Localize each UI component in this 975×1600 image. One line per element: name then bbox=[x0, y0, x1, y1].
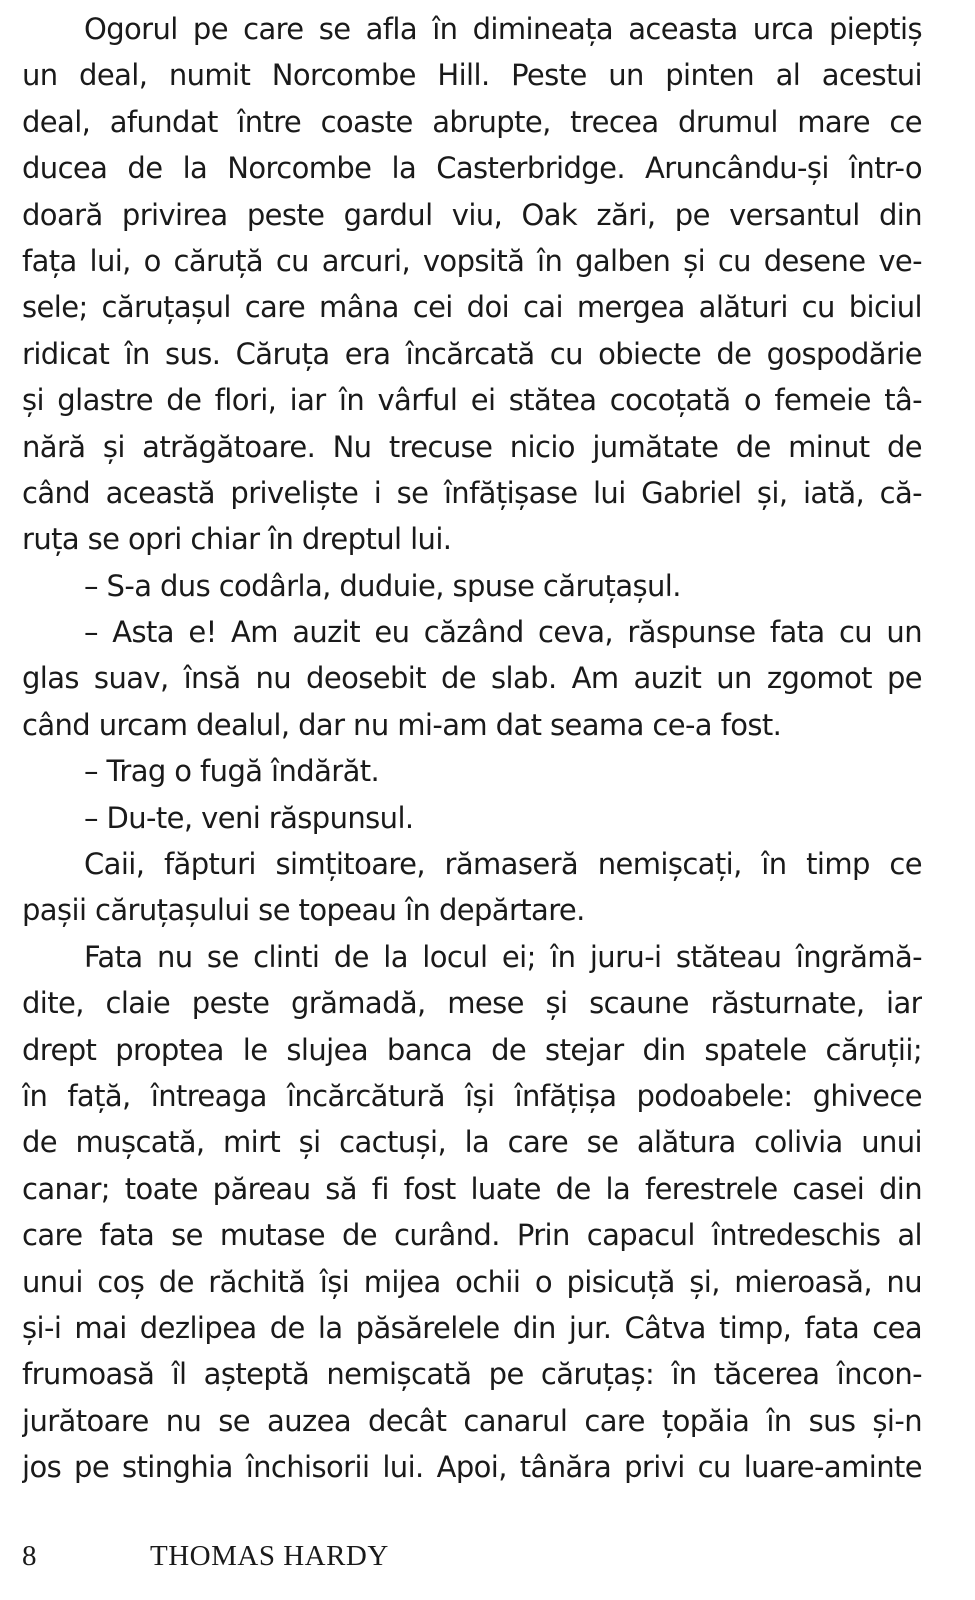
text-line: în față, întreaga încărcătură își înfățișa podoabele: ghivece bbox=[22, 1078, 922, 1113]
text-line: un deal, numit Norcombe Hill. Peste un pinten al acestui bbox=[22, 58, 922, 93]
text-line: Caii, făpturi simțitoare, rămaseră nemișcați, în timp ce bbox=[84, 847, 922, 882]
text-line: care fata se mutase de curând. Prin capacul întredeschis al bbox=[22, 1218, 922, 1253]
text-line: frumoasă îl așteptă nemișcată pe căruțaș: în tăcerea încon- bbox=[22, 1357, 922, 1392]
dialogue-line: – Asta e! Am auzit eu căzând ceva, răspunse fata cu un bbox=[84, 615, 922, 650]
text-line: jos pe stinghia închisorii lui. Apoi, tânăra privi cu luare-aminte bbox=[22, 1450, 922, 1485]
text-line: doară privirea peste gardul viu, Oak zări, pe versantul din bbox=[22, 197, 922, 232]
text-line: ruța se opri chiar în dreptul lui. bbox=[22, 522, 452, 557]
text-line: sele; căruțașul care mâna cei doi cai mergea alături cu biciul bbox=[22, 290, 922, 325]
text-line: pașii căruțașului se topeau în depărtare. bbox=[22, 893, 585, 928]
text-line: Ogorul pe care se afla în dimineața aceasta urca pieptiș bbox=[84, 12, 922, 46]
running-head: THOMAS HARDY bbox=[150, 1540, 389, 1572]
text-line: canar; toate păreau să fi fost luate de la ferestrele casei din bbox=[22, 1171, 922, 1206]
text-line: dite, claie peste grămadă, mese și scaune răsturnate, iar bbox=[22, 986, 922, 1021]
text-line: ridicat în sus. Căruța era încărcată cu obiecte de gospodărie bbox=[22, 336, 922, 371]
page-footer bbox=[22, 1540, 922, 1580]
page-body bbox=[22, 6, 922, 1491]
text-line: și-i mai dezlipea de la păsărelele din jur. Câtva timp, fata cea bbox=[22, 1310, 922, 1345]
text-line: Fata nu se clinti de la locul ei; în juru-i stăteau îngrămă- bbox=[84, 939, 922, 974]
text-line: unui coș de răchită își mijea ochii o pisicuță și, mieroasă, nu bbox=[22, 1264, 922, 1299]
text-line: deal, afundat între coaste abrupte, trecea drumul mare ce bbox=[22, 104, 922, 139]
text-line: ducea de la Norcombe la Casterbridge. Aruncându-și într-o bbox=[22, 151, 922, 186]
dialogue-line: – Trag o fugă îndărăt. bbox=[84, 754, 380, 789]
text-line: glas suav, însă nu deosebit de slab. Am auzit un zgomot pe bbox=[22, 661, 922, 696]
page-number: 8 bbox=[22, 1540, 37, 1572]
text-line: jurătoare nu se auzea decât canarul care țopăia în sus și-n bbox=[22, 1403, 922, 1438]
text-line: când urcam dealul, dar nu mi-am dat seama ce-a fost. bbox=[22, 707, 782, 742]
text-line: de mușcată, mirt și cactuși, la care se alătura colivia unui bbox=[22, 1125, 922, 1160]
dialogue-line: – Du-te, veni răspunsul. bbox=[84, 800, 414, 835]
text-line: și glastre de flori, iar în vârful ei stătea cocoțată o femeie tâ- bbox=[22, 383, 922, 418]
text-line: fața lui, o căruță cu arcuri, vopsită în galben și cu desene ve- bbox=[22, 243, 922, 278]
text-line: când această priveliște i se înfățișase lui Gabriel și, iată, că- bbox=[22, 475, 922, 510]
text-line: drept proptea le slujea banca de stejar din spatele căruții; bbox=[22, 1032, 922, 1067]
dialogue-line: – S-a dus codârla, duduie, spuse căruțașul. bbox=[84, 568, 681, 603]
text-line: nără și atrăgătoare. Nu trecuse nicio jumătate de minut de bbox=[22, 429, 922, 464]
